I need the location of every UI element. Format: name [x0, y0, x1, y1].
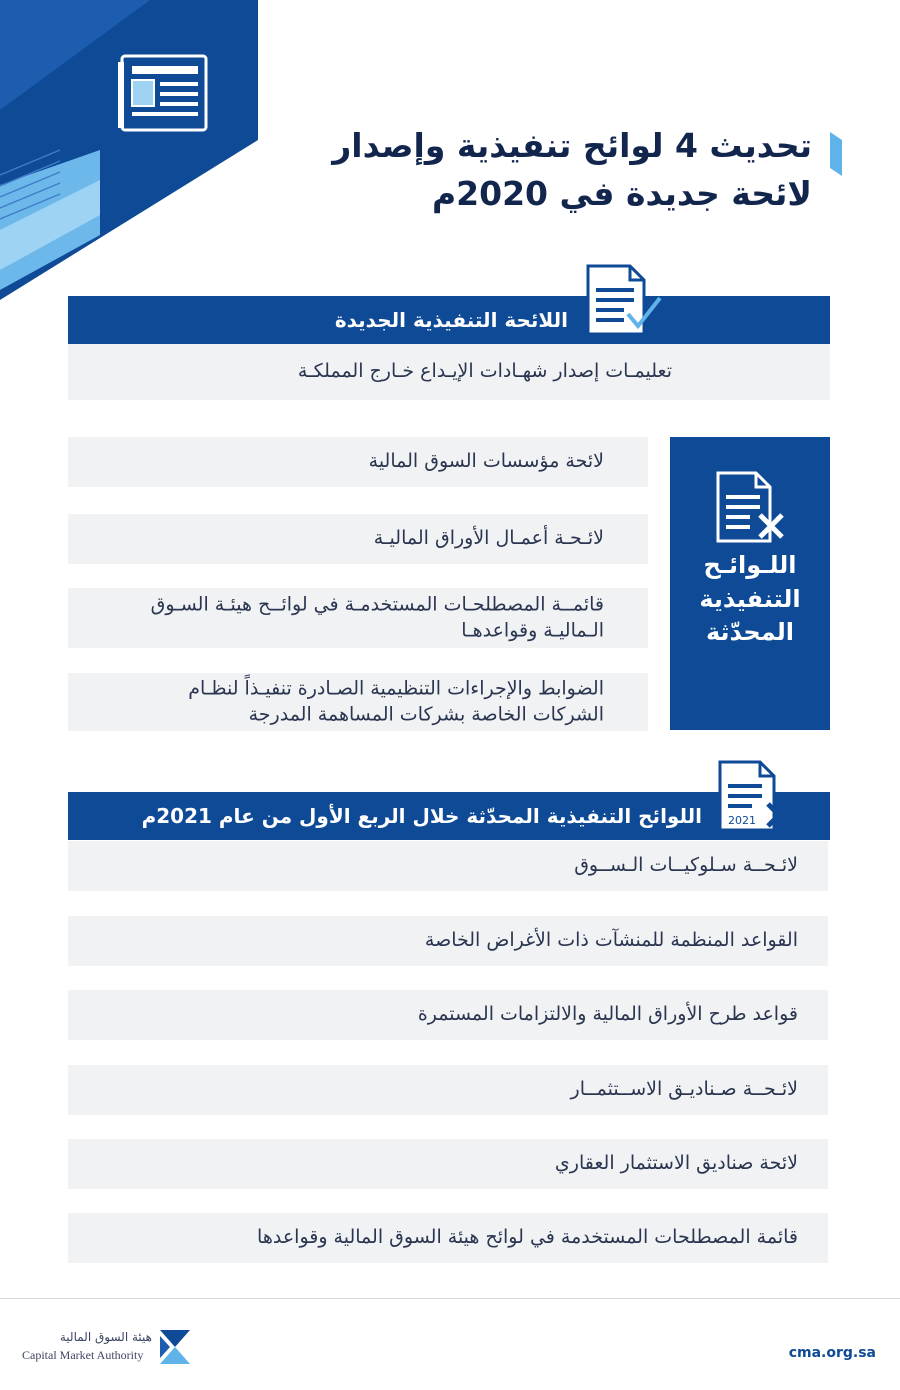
- list-item: [68, 1213, 828, 1263]
- updated-regulations-side-panel: [670, 437, 830, 730]
- list-item: [68, 514, 648, 564]
- new-regulation-item: [68, 344, 830, 400]
- list-item-text: لائـحــة صـناديـق الاســتثمــار: [570, 1078, 798, 1101]
- list-item-text: لائحة صناديق الاستثمار العقاري: [554, 1152, 798, 1175]
- website-link[interactable]: cma.org.sa: [788, 1345, 876, 1361]
- list-item: [68, 1065, 828, 1115]
- new-regulation-header-bar: [68, 296, 830, 344]
- list-item: [68, 588, 648, 648]
- list-item-text: قائمــة المصطلحـات المستخدمـة في لوائــح هيئـة السـوق الـماليـة وقواعدهـا: [150, 593, 604, 641]
- list-item-text: قائمة المصطلحات المستخدمة في لوائح هيئة السوق المالية وقواعدها: [257, 1226, 798, 1249]
- updated-regulations-label: [670, 549, 830, 650]
- list-item-text: لائـحـة أعمـال الأوراق الماليـة: [373, 527, 604, 550]
- list-item: [68, 990, 828, 1040]
- brand-name-arabic: هيئة السوق المالية: [59, 1330, 152, 1344]
- title-line-1: تحديث 4 لوائح تنفيذية وإصدار: [332, 126, 812, 165]
- list-item: [68, 673, 648, 731]
- list-item-text: القواعد المنظمة للمنشآت ذات الأغراض الخاصة: [424, 929, 798, 952]
- newspaper-icon: [118, 56, 206, 130]
- page-title: [292, 122, 812, 218]
- decorative-corner-graphic: [0, 0, 270, 320]
- new-regulation-item-text: تعليمـات إصدار شهـادات الإيـداع خـارج المملكـة: [297, 360, 672, 383]
- side-label-line-3: المحدّثة: [705, 618, 795, 647]
- brand-name-english: Capital Market Authority: [22, 1348, 144, 1362]
- side-label-line-1: اللـوائـح: [703, 551, 797, 579]
- title-line-2: لائحة جديدة في 2020م: [431, 173, 812, 213]
- list-item: [68, 916, 828, 966]
- list-item-text: لائحة مؤسسات السوق المالية: [368, 450, 604, 473]
- list-item-text: الضوابط والإجراءات التنظيمية الصـادرة تنفيـذاً لنظـام الشركات الخاصة بشركات المساهمة المدرجة: [188, 677, 604, 725]
- list-item-text: لائـحــة سـلوكيــات الـســوق: [574, 854, 798, 877]
- title-accent-mark: [830, 132, 842, 176]
- document-x-icon: [710, 467, 790, 547]
- document-check-icon: [580, 262, 664, 340]
- list-item: [68, 1139, 828, 1189]
- footer-divider: [0, 1298, 900, 1299]
- list-item: [68, 437, 648, 487]
- q1-2021-header: اللوائح التنفيذية المحدّثة خلال الربع الأول من عام 2021م: [141, 804, 702, 828]
- side-label-line-2: التنفيذية: [699, 584, 801, 613]
- cma-logo-icon: [160, 1330, 190, 1364]
- list-item: [68, 841, 828, 891]
- document-2021-icon: [714, 758, 794, 836]
- document-icon-year: 2021: [728, 814, 756, 827]
- list-item-text: قواعد طرح الأوراق المالية والالتزامات المستمرة: [417, 1003, 798, 1026]
- new-regulation-header: اللائحة التنفيذية الجديدة: [334, 308, 568, 332]
